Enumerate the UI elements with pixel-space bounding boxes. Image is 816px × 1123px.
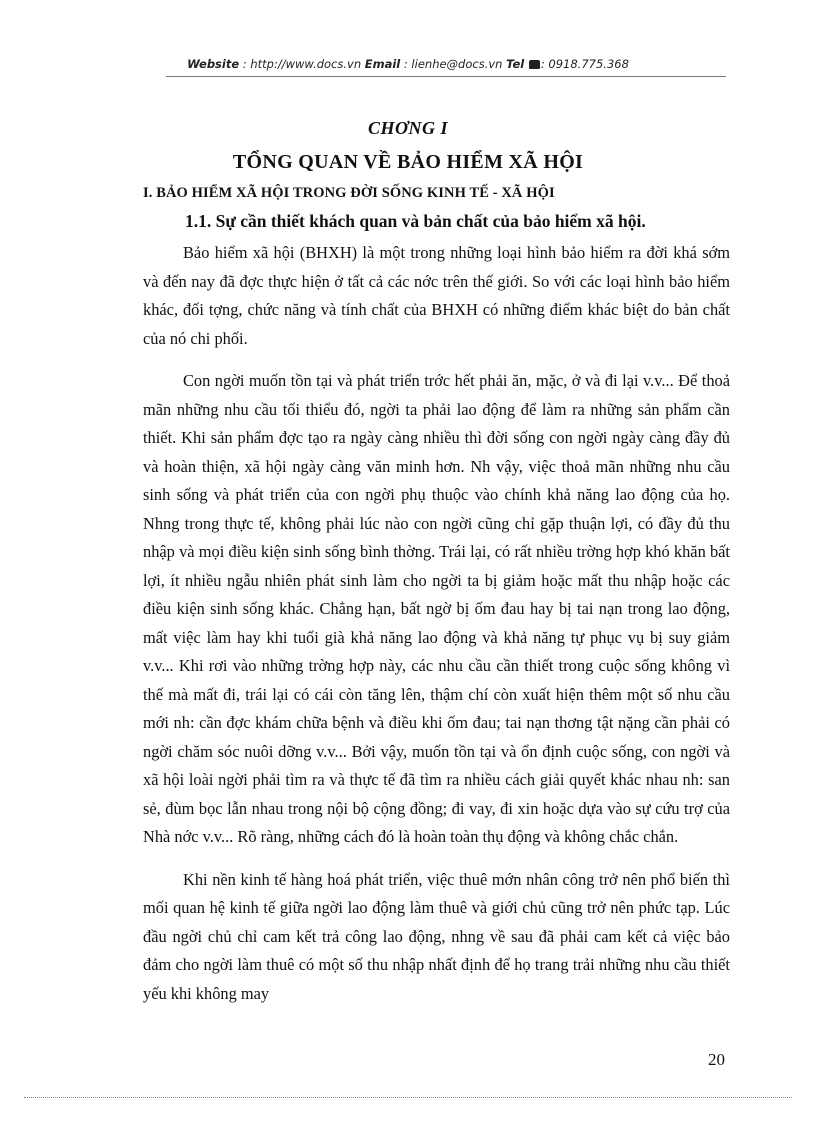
page-number: 20: [708, 1050, 725, 1069]
footer-divider: [24, 1097, 792, 1098]
email-value: : lienhe@docs.vn: [403, 57, 503, 71]
chapter-heading: CHƠNG I: [367, 118, 448, 138]
page-header: [0, 57, 816, 71]
chapter-title: TỔNG QUAN VỀ BẢO HIỂM XÃ HỘI: [232, 151, 584, 173]
header-divider: [166, 76, 726, 77]
body-text: [143, 239, 730, 1022]
section-heading: I. BẢO HIỂM XÃ HỘI TRONG ĐỜI SỐNG KINH TẾ - XÃ HỘI: [143, 185, 555, 201]
email-label: Email: [364, 57, 401, 71]
tel-label: Tel: [506, 57, 525, 71]
website-value: : http://www.docs.vn: [242, 57, 362, 71]
phone-icon: [529, 60, 540, 69]
paragraph-3: Khi nền kinh tế hàng hoá phát triển, việc thuê mớn nhân công trở nên phổ biến thì mối quan hệ kinh tế giữa ngời lao động làm thuê và giới chủ cũng trở nên phức tạp. Lúc đầu ngời chủ chỉ cam kết trả công lao động, nhng về sau đã phải cam kết cả việc bảo đảm cho ngời làm thuê có một số thu nhập nhất định để họ trang trải những nhu cầu thiết yếu khi không may: [143, 869, 730, 1003]
subsection-heading: 1.1. Sự cần thiết khách quan và bản chất của bảo hiểm xã hội.: [185, 211, 646, 231]
paragraph-2: Con ngời muốn tồn tại và phát triển trớc hết phải ăn, mặc, ở và đi lại v.v... Để thoả mãn những nhu cầu tối thiểu đó, ngời ta phải lao động để làm ra những sản phẩm cần thiết. Khi sản phẩm đợc tạo ra ngày càng nhiều thì đời sống con ngời ngày càng đầy đủ và hoàn thiện, xã hội ngày càng văn minh hơn. Nh vậy, việc thoả mãn những nhu cầu sinh sống và phát triển của con ngời phụ thuộc vào chính khả năng lao động của họ. Nhng trong thực tế, không phải lúc nào con ngời cũng chỉ gặp thuận lợi, có đầy đủ thu nhập và mọi điều kiện sinh sống bình thờng. Trái lại, có rất nhiều trờng hợp khó khăn bất lợi, ít nhiều ngẫu nhiên phát sinh làm cho ngời ta bị giảm hoặc mất thu nhập hoặc các điều kiện sinh sống khác. Chẳng hạn, bất ngờ bị ốm đau hay bị tai nạn trong lao động, mất việc làm hay khi tuổi già khả năng lao động và khả năng tự phục vụ bị suy giảm v.v... Khi rơi vào những trờng hợp này, các nhu cầu cần thiết trong cuộc sống không vì thế mà mất đi, trái lại có cái còn tăng lên, thậm chí còn xuất hiện thêm một số nhu cầu mới nh: cần đợc khám chữa bệnh và điều khi ốm đau; tai nạn thơng tật nặng cần phải có ngời chăm sóc nuôi dỡng v.v... Bởi vậy, muốn tồn tại và ổn định cuộc sống, con ngời và xã hội loài ngời phải tìm ra và thực tế đã tìm ra nhiều cách giải quyết khác nhau nh: san sẻ, đùm bọc lẫn nhau trong nội bộ cộng đồng; đi vay, đi xin hoặc dựa vào sự cứu trợ của Nhà nớc v.v... Rõ ràng, những cách đó là hoàn toàn thụ động và không chắc chắn.: [143, 371, 730, 846]
paragraph-1: Bảo hiểm xã hội (BHXH) là một trong những loại hình bảo hiểm ra đời khá sớm và đến nay đã đợc thực hiện ở tất cả các nớc trên thế giới. So với các loại hình bảo hiểm khác, đối tợng, chức năng và tính chất của BHXH có những điểm khác biệt do bản chất của nó chi phối.: [143, 243, 730, 348]
tel-value: : 0918.775.368: [540, 57, 629, 71]
website-label: Website: [187, 57, 240, 71]
